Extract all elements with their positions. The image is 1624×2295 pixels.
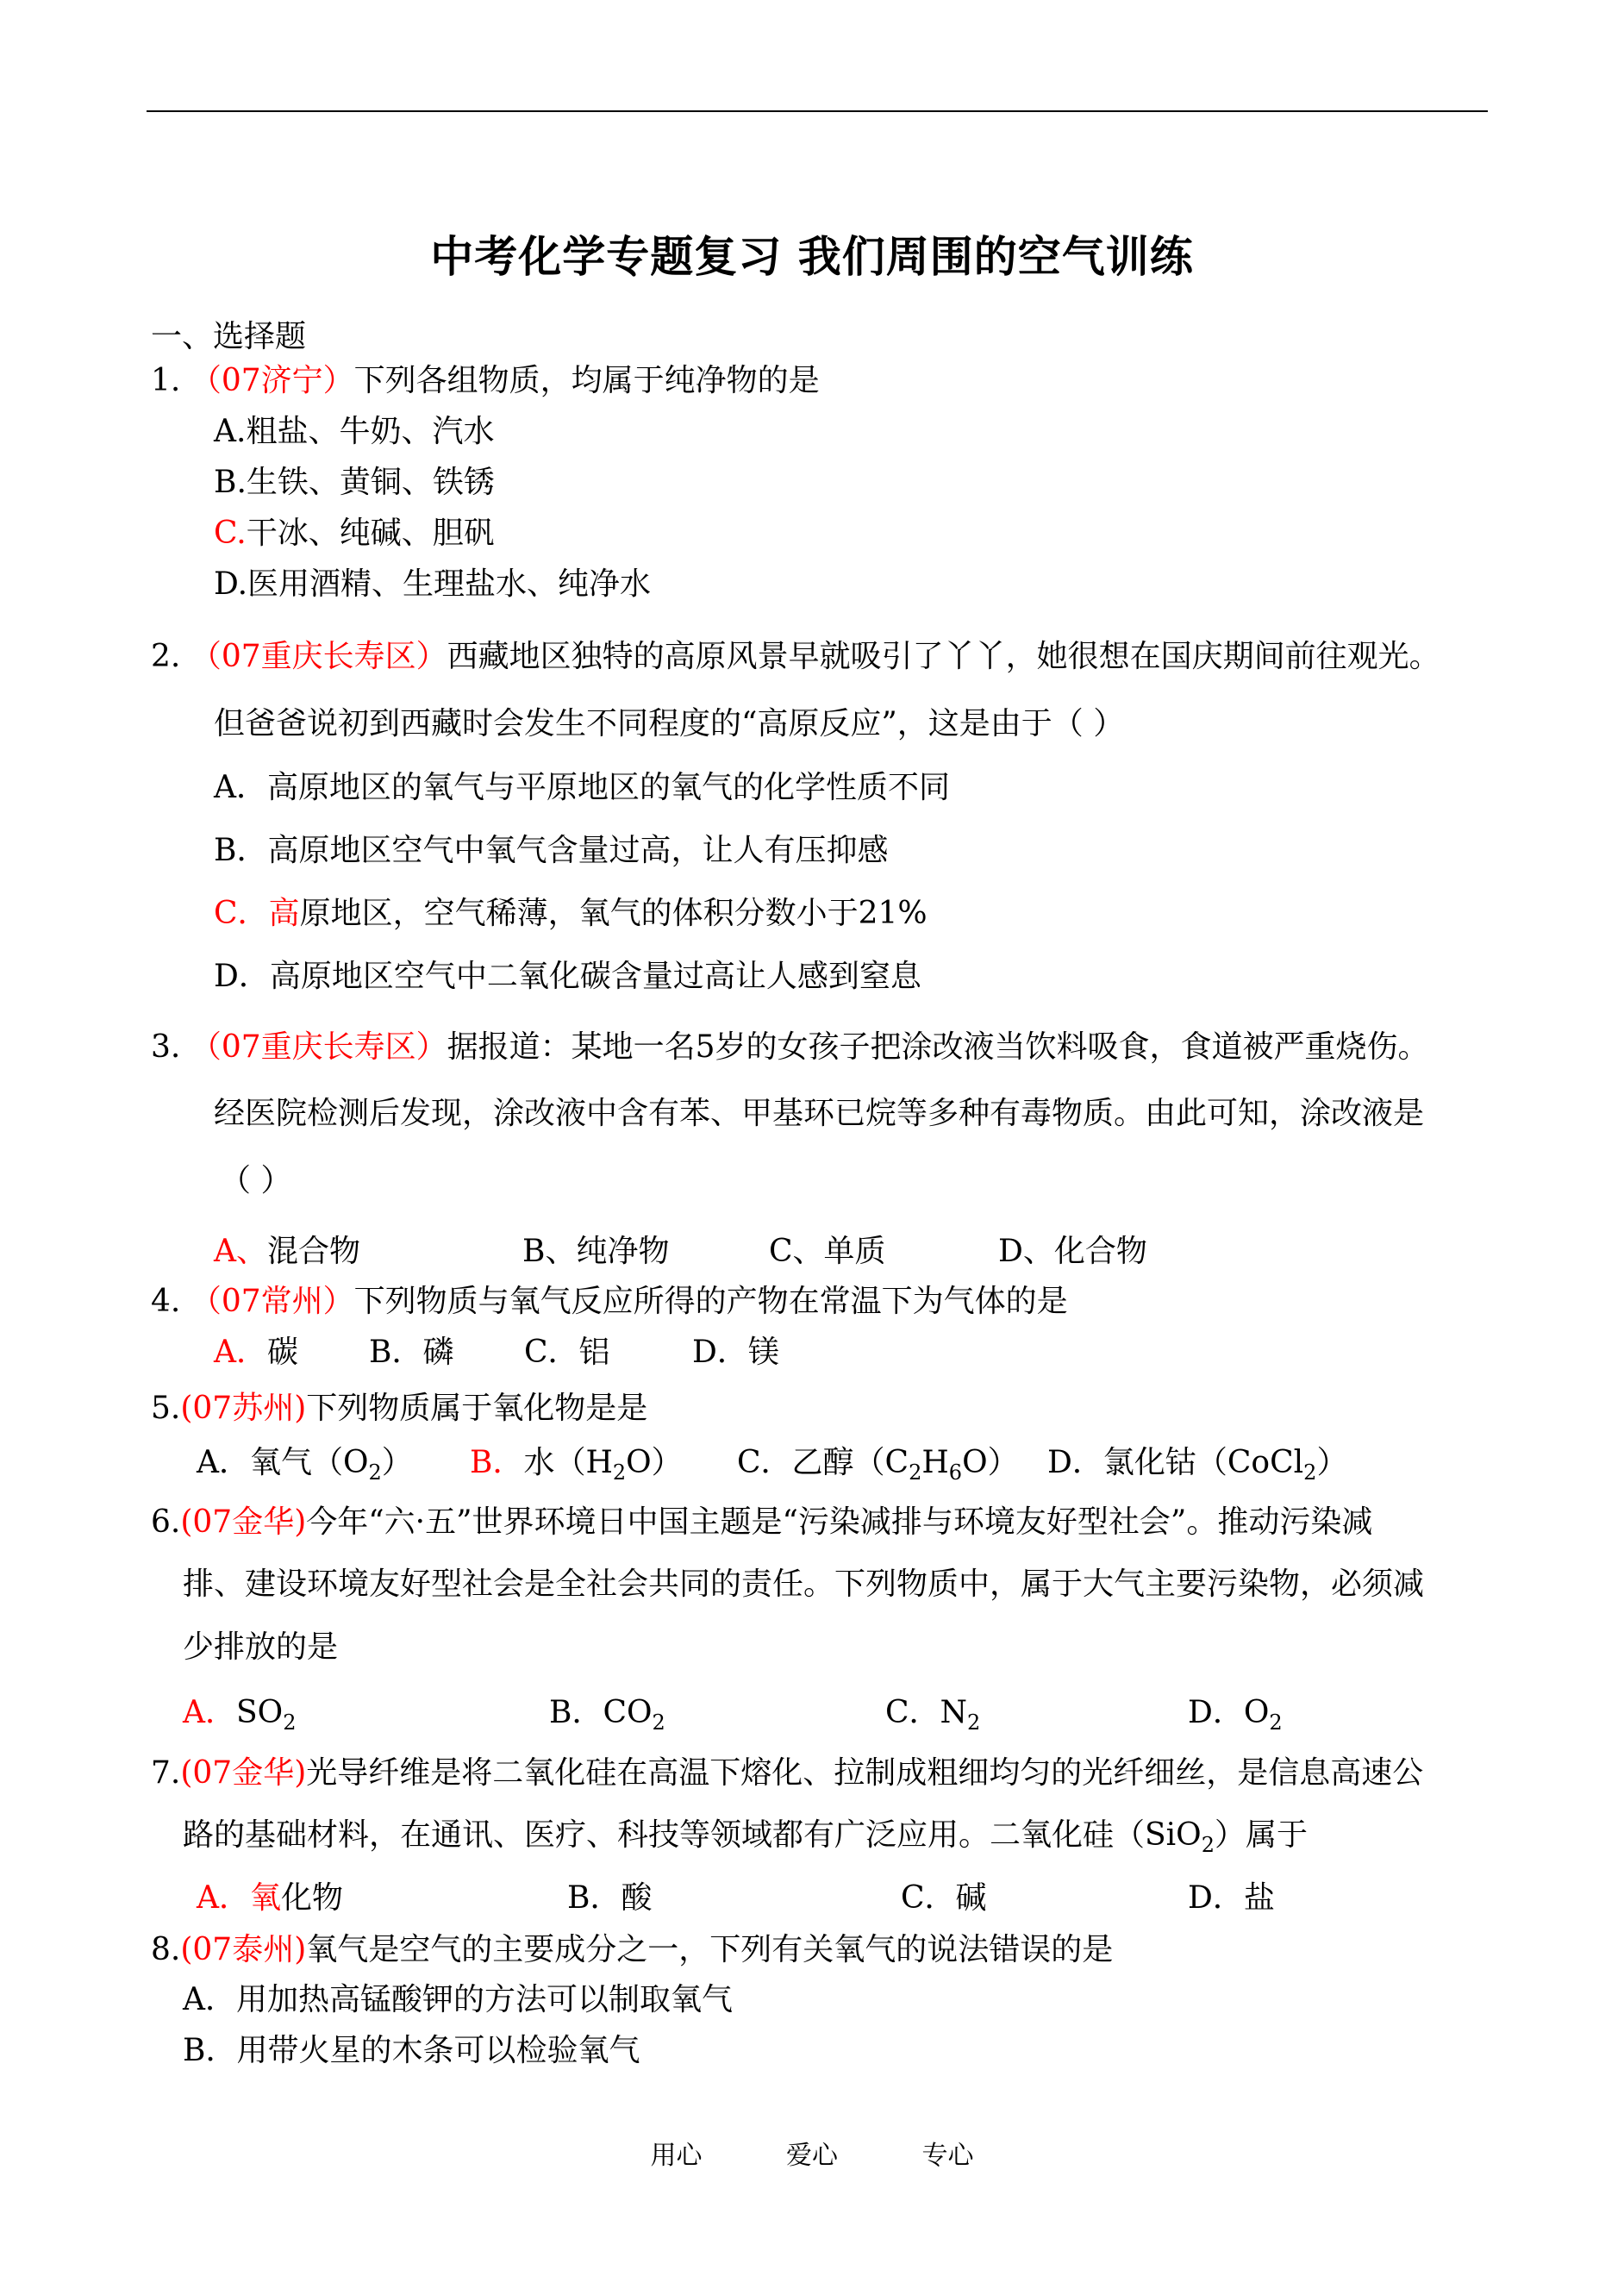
q7-option-b: B．酸 [567,1880,653,1916]
question-number: 6. [151,1504,181,1540]
question-4 [151,1283,1068,1321]
q5-option-a: A．氧气$(O_2)$ [197,1445,413,1485]
question-stem: 下列物质与氧气反应所得的产物在常温下为气体的是 [353,1284,1068,1319]
question-stem: 光导纤维是将二氧化硅在高温下熔化、拉制成粗细均匀的光纤细丝，是信息高速公 [306,1755,1424,1791]
question-stem: 氧气是空气的主要成分之一，下列有关氧气的说法错误的是 [306,1932,1114,1967]
question-number: 8. [151,1932,181,1967]
question-stem: 下列物质属于氧化物是是 [306,1391,648,1426]
q2-option-d: D．高原地区空气中二氧化碳含量过高让人感到窒息 [214,959,921,994]
q4-option-d: D．镁 [692,1335,779,1370]
question-number: 2. [151,639,181,674]
q2-option-a: A．高原地区的氧气与平原地区的氧气的化学性质不同 [214,770,951,805]
question-number: 3. [151,1029,181,1065]
q7-option-a: A．氧化物 [197,1880,344,1916]
q6-option-a: A．$SO_2$ [183,1695,297,1735]
q8-option-b: B．用带火星的木条可以检验氧气 [183,2033,640,2068]
header-rule [147,110,1488,112]
q6-option-c: C．$N_2$ [885,1695,981,1735]
question-3-stem-cont: 经医院检测后发现，涂改液中含有苯、甲基环已烷等多种有毒物质。由此可知，涂改液是 [214,1096,1425,1131]
q5-option-c: C．乙醇$(C_2H_6O)$ [737,1445,1019,1485]
source-tag: （07常州） [190,1284,354,1319]
source-tag: (07苏州) [180,1391,307,1426]
question-stem: 西藏地区独特的高原风景早就吸引了丫丫，她很想在国庆期间前往观光。 [447,639,1440,674]
q3-option-a: A、混合物 [214,1234,361,1269]
question-number: 4. [151,1284,181,1319]
question-1 [151,362,820,400]
question-number: 5. [151,1391,181,1426]
q2-option-b: B．高原地区空气中氧气含量过高，让人有压抑感 [214,833,889,868]
question-6 [151,1504,1372,1541]
question-stem: 今年“六·五”世界环境日中国主题是“污染减排与环境友好型社会”。推动污染减 [306,1504,1373,1540]
source-tag: (07泰州) [180,1932,307,1967]
page-title: 中考化学专题复习 我们周围的空气训练 [430,232,1194,282]
page-footer [0,2134,1624,2172]
q5-option-d: D．氯化钴（CoCl$_2$） [1047,1445,1348,1485]
question-number: 7. [151,1755,181,1791]
q6-option-b: B．$CO_2$ [549,1695,665,1735]
question-8 [151,1931,1113,1969]
q1-option-b: B.生铁、黄铜、铁锈 [214,465,495,500]
q3-option-c: C、单质 [769,1234,886,1269]
question-7-stem-cont: 路的基础材料，在通讯、医疗、科技等领域都有广泛应用。二氧化硅（SiO$_2$）属于 [183,1817,1308,1857]
footer-item: 爱心 [786,2141,838,2171]
q4-option-a: A．碳 [214,1335,299,1370]
question-7 [151,1754,1423,1792]
q3-option-b: B、纯净物 [522,1234,670,1269]
question-3 [151,1029,1429,1066]
q4-option-c: C．铝 [524,1335,610,1370]
question-3-blank: （ ） [220,1163,292,1198]
q3-option-d: D、化合物 [998,1234,1147,1269]
question-2 [151,638,1440,676]
section-heading: 一、选择题 [151,319,307,354]
q1-option-d: D.医用酒精、生理盐水、纯净水 [214,566,652,602]
source-tag: (07金华) [180,1755,307,1791]
q4-option-b: B．磷 [369,1335,454,1370]
q1-option-c: C.干冰、纯碱、胆矾 [214,516,495,551]
q5-option-b: B．水$(H_2O)$ [470,1445,683,1485]
footer-item: 专心 [921,2141,974,2171]
q8-option-a: A．用加热高锰酸钾的方法可以制取氧气 [183,1982,734,2017]
q7-option-d: D．盐 [1188,1880,1275,1916]
question-stem: 下列各组物质，均属于纯净物的是 [353,363,820,398]
source-tag: (07金华) [180,1504,307,1540]
source-tag: （07重庆长寿区） [190,639,447,674]
source-tag: （07重庆长寿区） [190,1029,447,1065]
question-6-stem-cont: 排、建设环境友好型社会是全社会共同的责任。下列物质中，属于大气主要污染物，必须减 [183,1566,1425,1602]
q2-option-c: C．高原地区，空气稀薄，氧气的体积分数小于21% [214,896,928,931]
q7-option-c: C．碱 [901,1880,987,1916]
question-stem: 据报道：某地一名5岁的女孩子把涂改液当饮料吸食，食道被严重烧伤。 [447,1029,1429,1065]
source-tag: （07济宁） [190,363,354,398]
q1-option-a: A.粗盐、牛奶、汽水 [214,414,495,449]
question-2-stem-cont: 但爸爸说初到西藏时会发生不同程度的“高原反应”，这是由于（ ） [214,706,1125,741]
question-5 [151,1390,647,1428]
q6-option-d: D．$O_2$ [1188,1695,1283,1735]
question-6-stem-end: 少排放的是 [183,1629,339,1665]
question-number: 1. [151,363,181,398]
footer-item: 用心 [650,2141,703,2171]
